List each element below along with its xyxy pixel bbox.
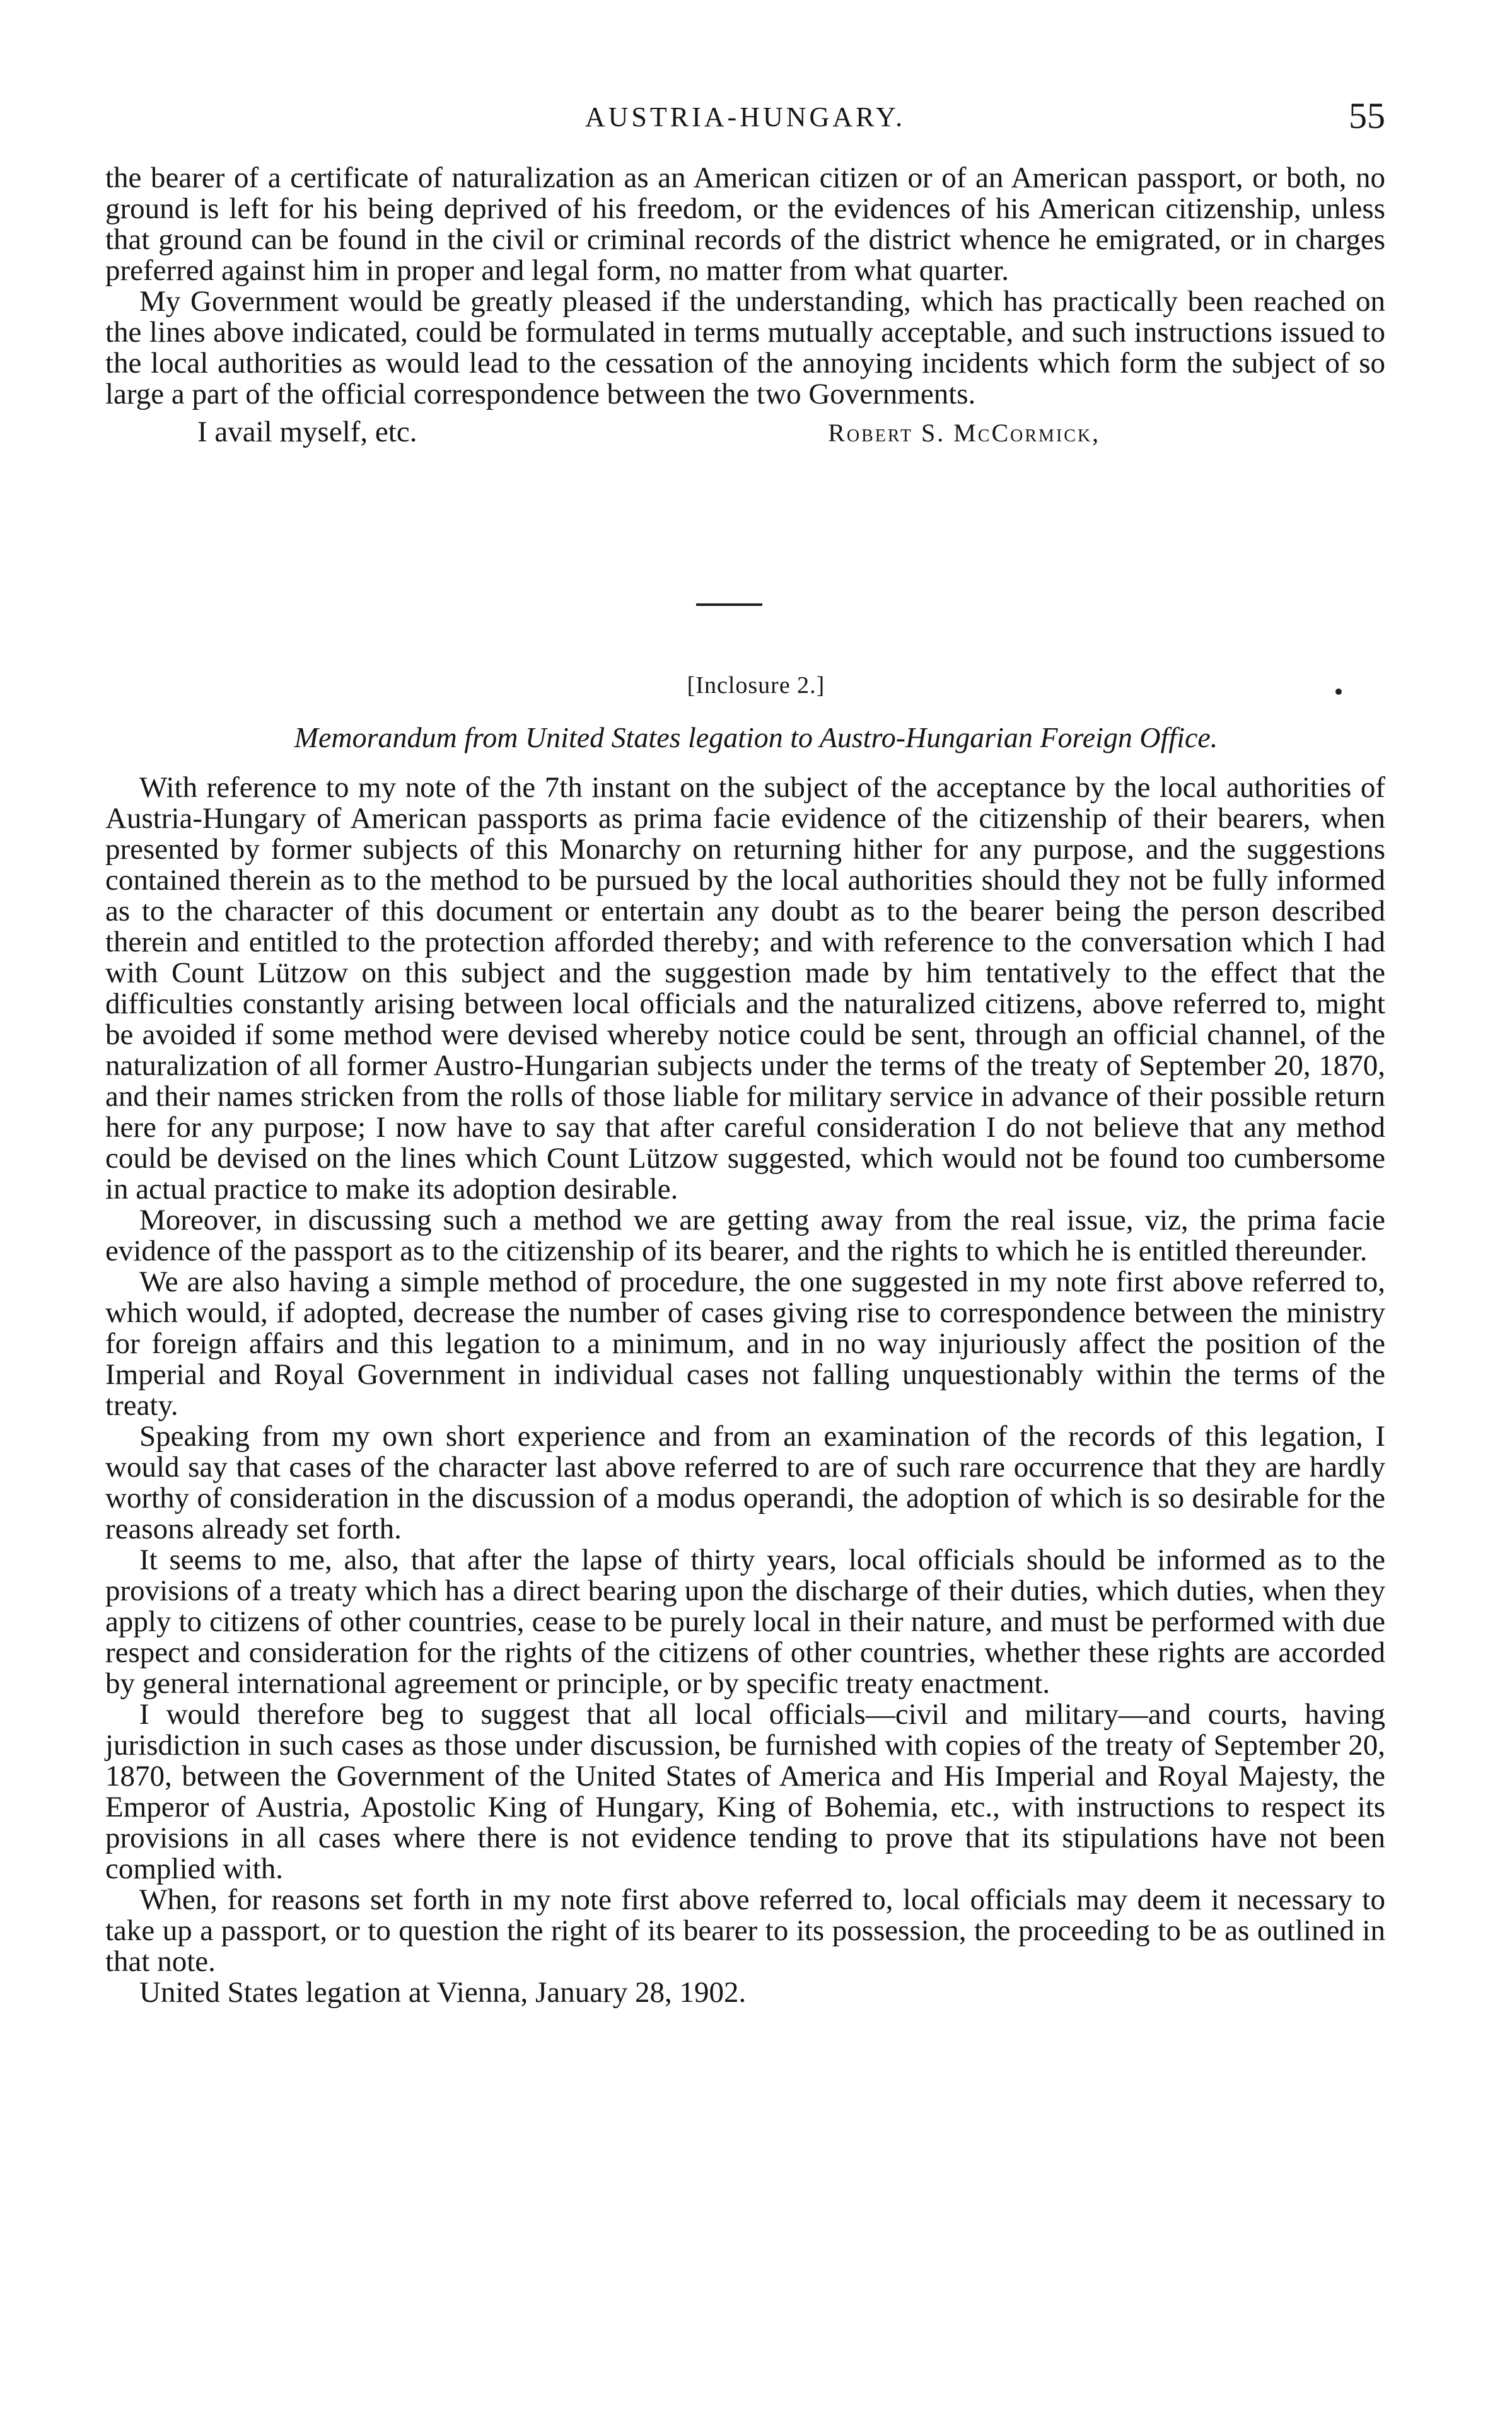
stray-dot-mark — [1335, 689, 1342, 695]
letter-paragraph-1: the bearer of a certificate of naturalization as an American citizen or of an American passport, or both, no ground is left for his being deprived of his freedom, or the evidences of his American citizenship, unless that ground can be found in the civil or criminal records of the district whence he emigrated, or in charges preferred against him in proper and legal form, no matter from what quarter. — [105, 161, 1385, 287]
inclosure-label: [Inclosure 2.] — [687, 672, 825, 699]
letter-continuation — [105, 163, 1385, 448]
page-number: 55 — [1349, 95, 1385, 136]
memo-paragraph-4: Speaking from my own short experience and from an examination of the records of this legation, I would say that cases of the character last above referred to are of such rare occurrence that they are hardly worthy of consideration in the discussion of a modus operandi, the adoption of which is so desirable for the reasons already set forth. — [105, 1420, 1385, 1545]
memorandum-body — [105, 772, 1385, 2008]
running-head — [105, 95, 1385, 151]
running-title: AUSTRIA-HUNGARY. — [584, 102, 906, 132]
signature: Robert S. McCormick, — [828, 419, 1101, 447]
closing-line: I avail myself, etc. — [197, 416, 417, 448]
memo-paragraph-3: We are also having a simple method of procedure, the one suggested in my note first above referred to, which would, if adopted, decrease the number of cases giving rise to correspondence between the ministry for foreign affairs and this legation to a minimum, and in no way injuriously affect the position of the Imperial and Royal Government in individual cases not falling unquestionably within the terms of the treaty. — [105, 1265, 1385, 1422]
letter-paragraph-2: My Government would be greatly pleased if the understanding, which has practically been reached on the lines above indicated, could be formulated in terms mutually acceptable, and such instructions issued to the local authorities as would lead to the cessation of the annoying incidents which form the subject of so large a part of the official correspondence between the two Governments. — [105, 285, 1385, 410]
letter-closing — [105, 410, 1385, 448]
memo-paragraph-7: When, for reasons set forth in my note first above referred to, local officials may deem it necessary to take up a passport, or to question the right of its bearer to its possession, the proceeding to be as outlined in that note. — [105, 1883, 1385, 1978]
memo-paragraph-1: With reference to my note of the 7th instant on the subject of the acceptance by the local authorities of Austria-Hungary of American passports as prima facie evidence of the citizenship of their bearers, when presented by former subjects of this Monarchy on returning hither for any purpose, and the suggestions contained therein as to the method to be pursued by the local authorities should they not be fully informed as to the character of this document or entertain any doubt as to the bearer being the person described therein and entitled to the protection afforded thereby; and with reference to the conversation which I had with Count Lützow on this subject and the suggestion made by him tentatively to the effect that the difficulties constantly arising between local officials and the naturalized citizens, above referred to, might be avoided if some method were devised whereby notice could be sent, through an official channel, of the naturalization of all former Austro-Hungarian subjects under the terms of the treaty of September 20, 1870, and their names stricken from the rolls of those liable for military service in advance of their possible return here for any purpose; I now have to say that after careful consideration I do not believe that any method could be devised on the lines which Count Lützow suggested, which would not be found too cumbersome in actual practice to make its adoption desirable. — [105, 771, 1385, 1206]
section-divider — [696, 603, 762, 606]
memo-paragraph-5: It seems to me, also, that after the lapse of thirty years, local officials should be informed as to the provisions of a treaty which has a direct bearing upon the discharge of their duties, which duties, when they apply to citizens of other countries, cease to be purely local in their nature, and must be performed with due respect and consideration for the rights of the citizens of other countries, whether these rights are accorded by general international agreement or principle, or by specific treaty enactment. — [105, 1543, 1385, 1700]
memo-date-line: United States legation at Vienna, January 28, 1902. — [139, 1976, 747, 2009]
memo-paragraph-6: I would therefore beg to suggest that all local officials—civil and military—and courts, having jurisdiction in such cases as those under discussion, be furnished with copies of the treaty of September 20, 1870, between the Government of the United States of America and His Imperial and Royal Majesty, the Emperor of Austria, Apostolic King of Hungary, King of Bohemia, etc., with instructions to respect its provisions in all cases where there is not evidence tending to prove that its stipulations have not been complied with. — [105, 1698, 1385, 1885]
memorandum-title: Memorandum from United States legation to Austro-Hungarian Foreign Office. — [294, 721, 1218, 753]
memo-paragraph-2: Moreover, in discussing such a method we are getting away from the real issue, viz, the prima facie evidence of the passport as to the citizenship of its bearer, and the rights to which he is entitled thereunder. — [105, 1204, 1385, 1267]
